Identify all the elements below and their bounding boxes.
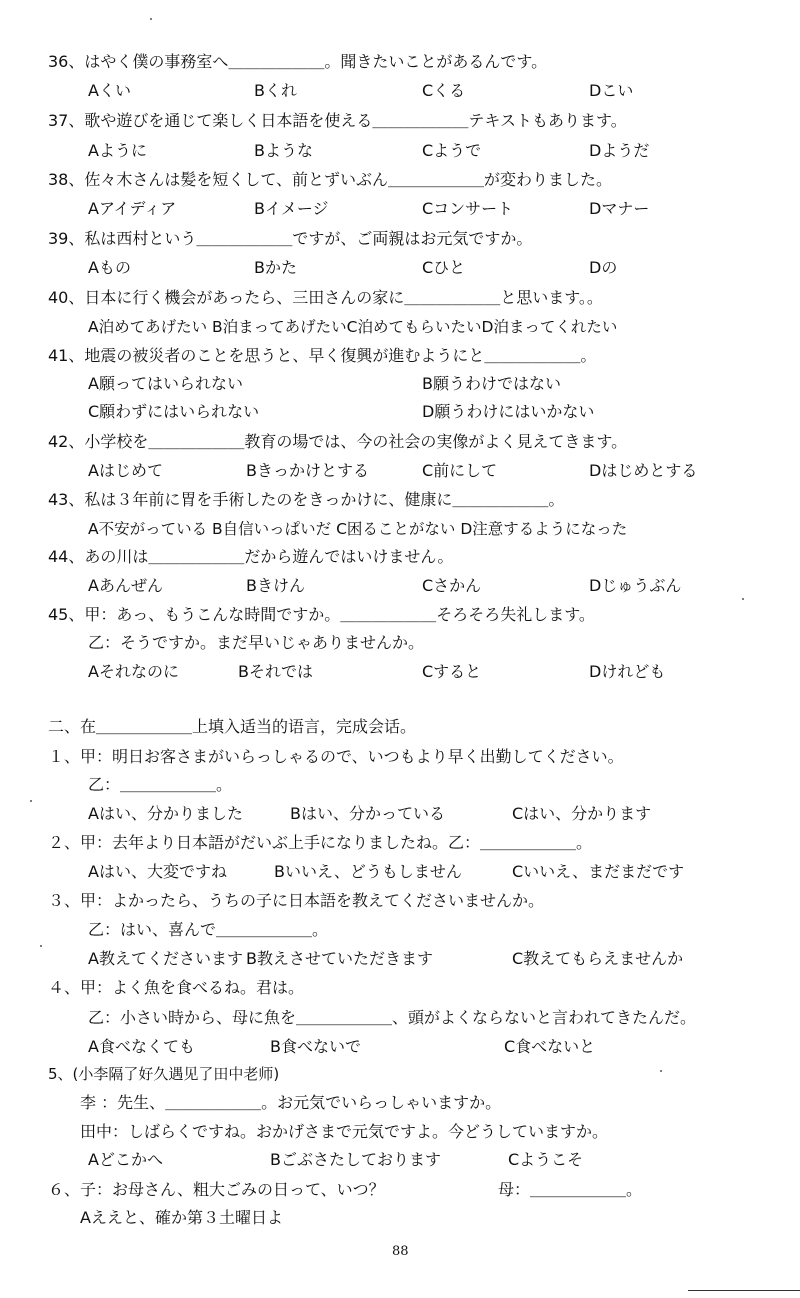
question-41-stem: 41、地震の被災者のことを思うと、早く復興が進むようにと＿＿＿＿＿＿。 bbox=[48, 346, 597, 365]
question-45-stem-reply: 乙：そうですか。まだ早いじゃありませんか。 bbox=[88, 633, 425, 652]
question-36-option-b: Bくれ bbox=[254, 81, 297, 100]
question-45-stem: 45、甲：あっ、もうこんな時間ですか。＿＿＿＿＿＿そろそろ失礼します。 bbox=[48, 605, 595, 624]
question-44-stem: 44、あの川は＿＿＿＿＿＿だから遊んではいけません。 bbox=[48, 547, 454, 566]
section-2-heading: 二、在＿＿＿＿＿＿上填入适当的语言，完成会话。 bbox=[48, 717, 417, 736]
question-42-option-d: Dはじめとする bbox=[589, 461, 698, 480]
conversation-4-option-b: B食べないで bbox=[270, 1037, 361, 1056]
question-41-option-b: B願うわけではない bbox=[422, 374, 561, 393]
question-38-option-b: Bイメージ bbox=[254, 199, 329, 218]
conversation-4-option-a: A食べなくても bbox=[88, 1037, 195, 1056]
conversation-3-option-b: B教えさせていただきます bbox=[246, 949, 433, 968]
conversation-1-option-a: Aはい、分かりました bbox=[88, 804, 243, 823]
conversation-1-line1: １、甲：明日お客さまがいらっしゃるので、いつもより早く出勤してください。 bbox=[48, 747, 624, 766]
conversation-3-line1: ３、甲：よかったら、うちの子に日本語を教えてくださいませんか。 bbox=[48, 891, 545, 910]
question-40-stem: 40、日本に行く機会があったら、三田さんの家に＿＿＿＿＿＿と思います。。 bbox=[48, 288, 603, 307]
conversation-6-reply: 母：＿＿＿＿＿＿。 bbox=[498, 1180, 643, 1199]
scan-speck bbox=[30, 800, 32, 802]
conversation-2-option-b: Bいいえ、どうもしません bbox=[274, 862, 462, 881]
conversation-2-option-a: Aはい、大変ですね bbox=[88, 862, 227, 881]
question-37-option-c: Cようで bbox=[422, 141, 482, 160]
question-45-option-d: Dけれども bbox=[589, 662, 666, 681]
question-36-option-d: Dこい bbox=[589, 81, 634, 100]
question-41-option-c: C願わずにはいられない bbox=[88, 402, 260, 421]
conversation-1-option-b: Bはい、分かっている bbox=[290, 804, 445, 823]
question-45-option-a: Aそれなのに bbox=[88, 662, 179, 681]
page-number: 88 bbox=[392, 1244, 409, 1259]
question-42-option-a: Aはじめて bbox=[88, 461, 163, 480]
question-44-option-b: Bきけん bbox=[246, 576, 305, 595]
question-38-option-d: Dマナー bbox=[589, 199, 650, 218]
conversation-1-option-c: Cはい、分かります bbox=[512, 804, 652, 823]
question-42-stem: 42、小学校を＿＿＿＿＿＿教育の場では、今の社会の実像がよく見えてきます。 bbox=[48, 432, 628, 451]
scan-speck bbox=[742, 598, 744, 600]
question-39-option-b: Bかた bbox=[254, 258, 297, 277]
conversation-6-option-a: Aええと、確か第３土曜日よ bbox=[80, 1208, 283, 1227]
question-43-options: A不安がっている B自信いっぱいだ C困ることがない D注意するようになった bbox=[88, 520, 628, 538]
scan-speck bbox=[150, 18, 152, 20]
question-38-option-a: Aアイディア bbox=[88, 199, 177, 218]
scan-speck bbox=[660, 1070, 662, 1072]
question-44-option-d: Dじゅうぶん bbox=[589, 576, 682, 595]
question-38-stem: 38、佐々木さんは髪を短くして、前とずいぶん＿＿＿＿＿＿が変わりました。 bbox=[48, 170, 613, 189]
conversation-5-option-c: Cようこそ bbox=[508, 1150, 584, 1169]
conversation-3-option-a: A教えてくださいます bbox=[88, 949, 243, 968]
conversation-1-line2: 乙：＿＿＿＿＿＿。 bbox=[88, 775, 233, 794]
conversation-2-option-c: Cいいえ、まだまだです bbox=[512, 862, 685, 881]
question-39-option-a: Aもの bbox=[88, 258, 131, 277]
scan-speck bbox=[40, 945, 42, 947]
question-41-option-d: D願うわけにはいかない bbox=[422, 402, 595, 421]
question-41-option-a: A願ってはいられない bbox=[88, 374, 243, 393]
question-42-option-b: Bきっかけとする bbox=[246, 461, 369, 480]
question-44-option-c: Cさかん bbox=[422, 576, 482, 595]
question-36-stem: 36、はやく僕の事務室へ＿＿＿＿＿＿。聞きたいことがあるんです。 bbox=[48, 52, 548, 71]
question-36-option-a: Aくい bbox=[88, 81, 131, 100]
conversation-6-line1: ６、子：お母さん、粗大ごみの日って、いつ？ bbox=[48, 1180, 385, 1199]
bottom-rule bbox=[688, 1290, 800, 1291]
conversation-3-line2: 乙：はい、喜んで＿＿＿＿＿＿。 bbox=[88, 920, 329, 939]
question-37-option-a: Aように bbox=[88, 141, 147, 160]
conversation-4-line1: ４、甲：よく魚を食べるね。君は。 bbox=[48, 978, 305, 997]
question-42-option-c: C前にして bbox=[422, 461, 498, 480]
conversation-4-option-c: C食べないと bbox=[504, 1037, 596, 1056]
question-45-option-c: Cすると bbox=[422, 662, 482, 681]
conversation-4-line2: 乙：小さい時から、母に魚を＿＿＿＿＿＿、頭がよくならないと言われてきたんだ。 bbox=[88, 1008, 697, 1027]
question-40-options: A泊めてあげたい B泊まってあげたいC泊めてもらいたいD泊まってくれたい bbox=[88, 318, 618, 336]
question-45-option-b: Bそれでは bbox=[238, 662, 313, 681]
conversation-2-line1: ２、甲：去年より日本語がだいぶ上手になりましたね。乙：＿＿＿＿＿＿。 bbox=[48, 833, 593, 852]
question-36-option-c: Cくる bbox=[422, 81, 466, 100]
conversation-5-line-tanaka: 田中：しばらくですね。おかげさまで元気ですよ。今どうしていますか。 bbox=[80, 1122, 609, 1141]
question-39-stem: 39、私は西村という＿＿＿＿＿＿ですが、ご両親はお元気ですか。 bbox=[48, 229, 533, 248]
question-37-option-b: Bような bbox=[254, 141, 313, 160]
question-38-option-c: Cコンサート bbox=[422, 199, 514, 218]
conversation-5-option-b: Bごぶさたしております bbox=[270, 1150, 441, 1169]
question-37-option-d: Dようだ bbox=[589, 141, 650, 160]
question-39-option-d: Dの bbox=[589, 258, 618, 277]
conversation-3-option-c: C教えてもらえませんか bbox=[512, 949, 684, 968]
conversation-5-option-a: Aどこかへ bbox=[88, 1150, 163, 1169]
question-39-option-c: Cひと bbox=[422, 258, 466, 277]
question-37-stem: 37、歌や遊びを通じて楽しく日本語を使える＿＿＿＿＿＿テキストもあります。 bbox=[48, 111, 627, 130]
question-44-option-a: Aあんぜん bbox=[88, 576, 163, 595]
conversation-5-line-li: 李 ：先生、＿＿＿＿＿＿。お元気でいらっしゃいますか。 bbox=[80, 1093, 502, 1112]
conversation-5-context: 5、(小李隔了好久遇见了田中老师) bbox=[48, 1065, 280, 1083]
question-43-stem: 43、私は３年前に胃を手術したのをきっかけに、健康に＿＿＿＿＿＿。 bbox=[48, 490, 565, 509]
